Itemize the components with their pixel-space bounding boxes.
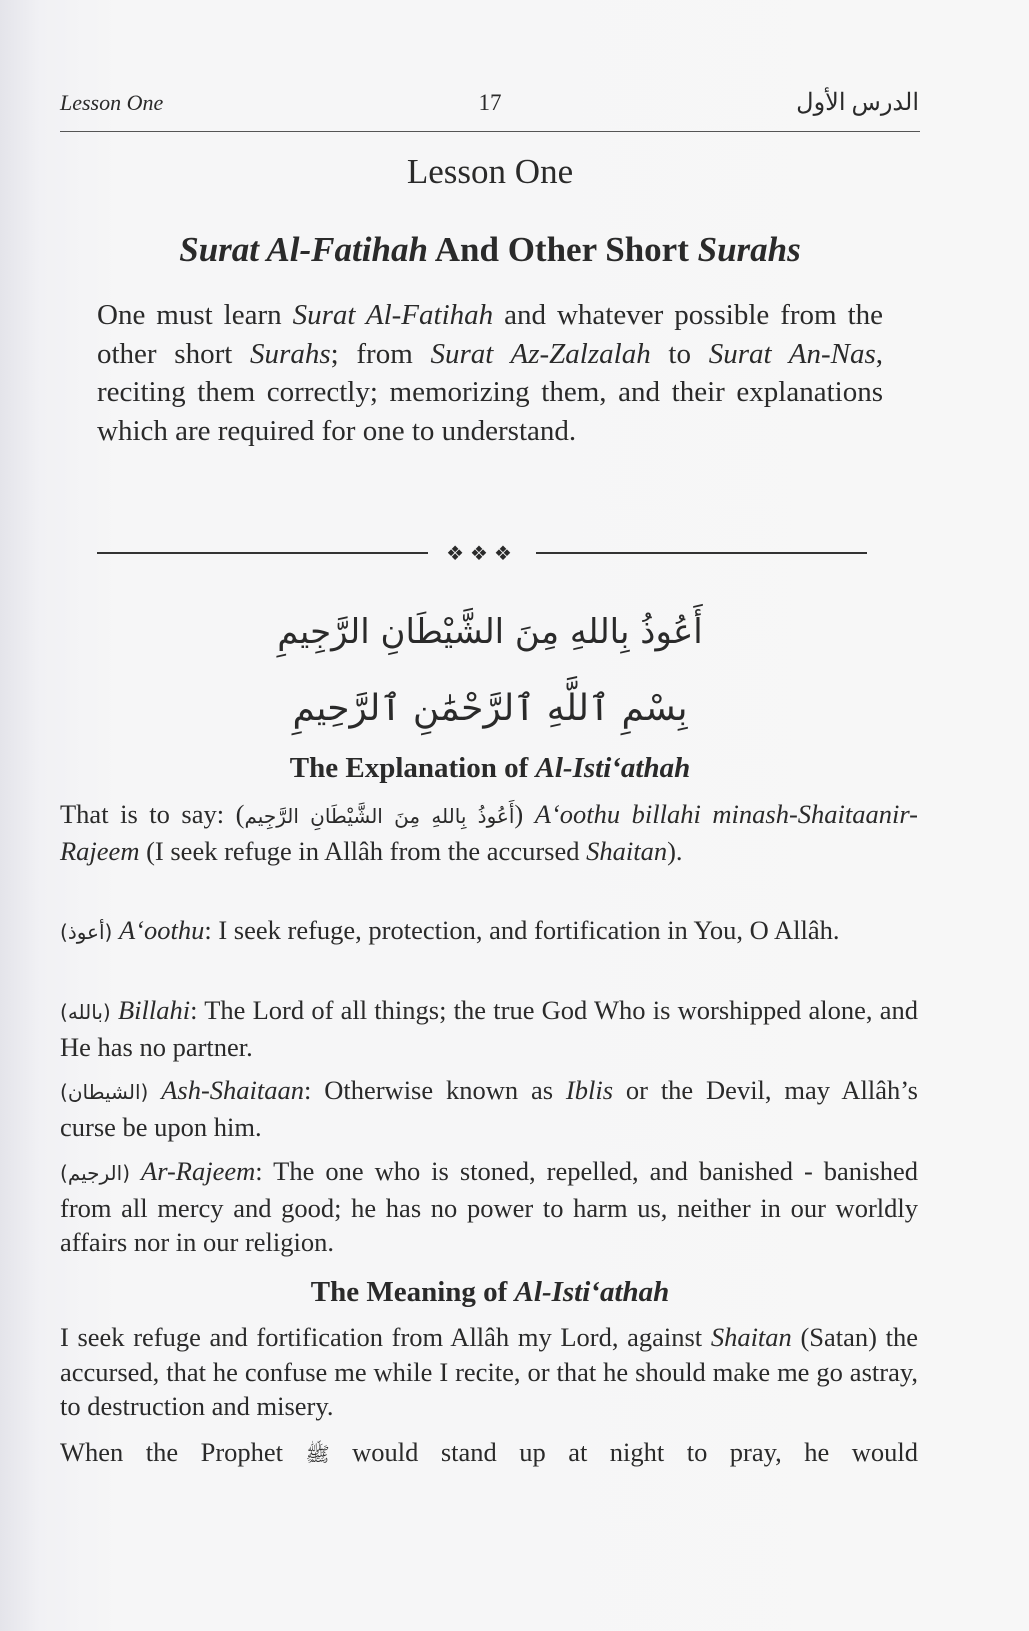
section-heading-meaning: The Meaning of Al-Isti‘athah <box>310 1276 670 1308</box>
page-number: 17 <box>478 90 502 115</box>
ornament-icon: ❖❖❖ <box>446 542 518 565</box>
paragraph: That is to say: (أَعُوذُ بِاللهِ مِنَ الشَّيْطَانِ الرَّجِيم) A‘oothu billahi minash-Shaitaanir-Rajeem (I seek refuge in Allâh from the accursed Shaitan). <box>60 799 918 866</box>
istiathah-arabic: أَعُوذُ بِاللهِ مِنَ الشَّيْطَانِ الرَّجِيمِ <box>277 612 703 652</box>
running-title: Lesson One <box>60 90 164 115</box>
subtitle-italic: Surahs <box>697 230 801 269</box>
lesson-title: Lesson One <box>406 152 574 191</box>
paragraph: When the Prophet ﷺ would stand up at night to pray, he would <box>60 1437 918 1467</box>
paragraph: (الرجيم) Ar-Rajeem: The one who is stoned, repelled, and banished - banished from all mercy and good; he has no power to harm us, neither in our worldly affairs nor in our religion. <box>60 1156 918 1257</box>
running-title-arabic: الدرس الأول <box>796 90 919 116</box>
divider-line <box>536 552 867 554</box>
paragraph: (الشيطان) Ash-Shaitaan: Otherwise known as Iblis or the Devil, may Allâh’s curse be upon him. <box>60 1075 918 1142</box>
section-divider <box>97 540 867 566</box>
prophet-salutation-icon: ﷺ <box>305 1442 330 1466</box>
lesson-subtitle <box>0 230 980 270</box>
paragraph: (بالله) Billahi: The Lord of all things; the true God Who is worshipped alone, and He has no partner. <box>60 995 919 1062</box>
header-rule <box>60 131 920 132</box>
paragraph: (أعوذ) A‘oothu: I seek refuge, protection, and fortification in You, O Allâh. <box>60 915 840 945</box>
paragraph: I seek refuge and fortification from Allâh my Lord, against Shaitan (Satan) the accursed, that he confuse me while I recite, or that he should make me go astray, to destruction and misery. <box>60 1322 918 1421</box>
section-heading-explanation: The Explanation of Al-Isti‘athah <box>289 752 691 784</box>
intro-paragraph: One must learn Surat Al-Fatihah and whatever possible from the other short Surahs; from Surat Az-Zalzalah to Surat An-Nas, reciting them correctly; memorizing them, and their explanations which are required for one to understand. <box>97 299 884 447</box>
basmalah-arabic: بِسْمِ ٱللَّهِ ٱلرَّحْمَٰنِ ٱلرَّحِيمِ <box>292 688 688 729</box>
subtitle-italic: Surat Al-Fatihah <box>179 230 428 269</box>
subtitle-text: And Other Short <box>427 230 698 269</box>
divider-line <box>97 552 428 554</box>
